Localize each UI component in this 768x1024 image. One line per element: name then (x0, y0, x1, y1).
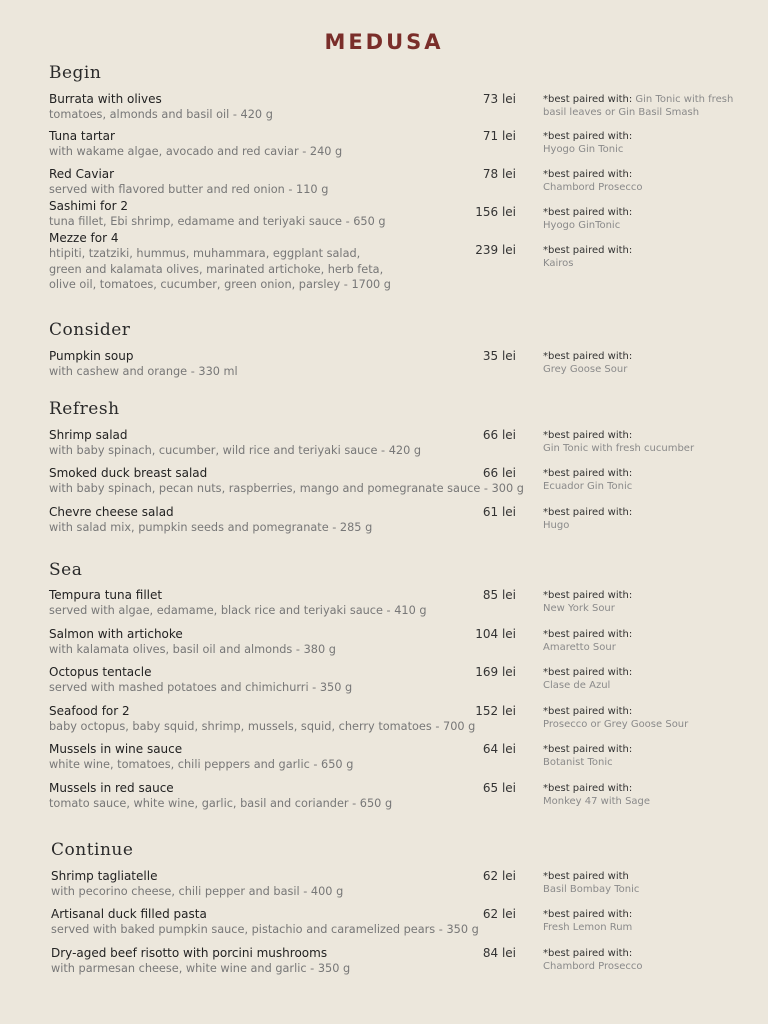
pairing (543, 351, 743, 376)
item-price: 65 lei (482, 781, 516, 795)
item-name: Burrata with olives (49, 92, 162, 106)
section-title-consider: Consider (49, 320, 131, 340)
item-description: with wakame algae, avocado and red caviar - 240 g (49, 145, 343, 158)
pairing (543, 667, 743, 692)
item-description: with parmesan cheese, white wine and garlic - 350 g (51, 962, 351, 975)
pairing-label: *best paired with: (543, 351, 633, 362)
item-price: 64 lei (482, 742, 516, 756)
item-name: Mussels in wine sauce (49, 742, 183, 756)
pairing-drink: Kairos (543, 257, 574, 269)
pairing-label: *best paired with: (543, 590, 633, 601)
item-name: Artisanal duck filled pasta (51, 907, 207, 921)
item-name: Dry-aged beef risotto with porcini mushrooms (51, 946, 328, 960)
pairing-label: *best paired with: (543, 744, 633, 755)
item-name: Salmon with artichoke (49, 627, 183, 641)
pairing (543, 948, 743, 973)
item-name: Sashimi for 2 (49, 199, 128, 213)
item-name: Pumpkin soup (49, 349, 134, 363)
pairing-label: *best paired with: (543, 629, 633, 640)
pairing (543, 430, 743, 455)
item-description: served with algae, edamame, black rice and teriyaki sauce - 410 g (49, 604, 427, 617)
section-title-refresh: Refresh (49, 399, 120, 419)
item-description: with cashew and orange - 330 ml (49, 365, 238, 378)
pairing-drink: Basil Bombay Tonic (543, 883, 640, 895)
item-price: 85 lei (482, 588, 516, 602)
pairing-drink: New York Sour (543, 602, 615, 614)
pairing-label: *best paired with (543, 871, 629, 882)
item-name: Shrimp tagliatelle (51, 869, 158, 883)
section-title-continue: Continue (51, 840, 134, 860)
item-price: 35 lei (482, 349, 516, 363)
item-price: 71 lei (482, 129, 516, 143)
item-name: Smoked duck breast salad (49, 466, 208, 480)
pairing-drink: Hyogo Gin Tonic (543, 143, 624, 155)
pairing-drink: Hugo (543, 519, 570, 531)
pairing (543, 207, 743, 232)
item-price: 156 lei (475, 205, 516, 219)
pairing-label: *best paired with: (543, 207, 633, 218)
pairing-drink: Fresh Lemon Rum (543, 921, 633, 933)
pairing-drink: Gin Tonic with fresh cucumber (543, 442, 695, 454)
item-description: served with baked pumpkin sauce, pistachio and caramelized pears - 350 g (51, 923, 479, 936)
pairing-label: *best paired with: (543, 706, 633, 717)
item-price: 62 lei (482, 869, 516, 883)
pairing-drink: Clase de Azul (543, 679, 611, 691)
pairing (543, 871, 743, 896)
item-name: Mezze for 4 (49, 231, 119, 245)
pairing-drink: Gin Tonic with fresh basil leaves or Gin Basil Smash (543, 94, 734, 118)
item-name: Chevre cheese salad (49, 505, 174, 519)
item-description: with kalamata olives, basil oil and almonds - 380 g (49, 643, 336, 656)
pairing-label: *best paired with: (543, 169, 633, 180)
pairing (543, 507, 743, 532)
item-description: with pecorino cheese, chili pepper and basil - 400 g (51, 885, 344, 898)
pairing (543, 468, 743, 493)
pairing-drink: Monkey 47 with Sage (543, 795, 651, 807)
item-description: baby octopus, baby squid, shrimp, mussels, squid, cherry tomatoes - 700 g (49, 720, 476, 733)
pairing (543, 131, 743, 156)
item-name: Tuna tartar (49, 129, 115, 143)
item-name: Shrimp salad (49, 428, 128, 442)
item-description: served with mashed potatoes and chimichurri - 350 g (49, 681, 353, 694)
pairing-drink: Amaretto Sour (543, 641, 616, 653)
item-name: Tempura tuna fillet (49, 588, 163, 602)
item-description-line: htipiti, tzatziki, hummus, muhammara, eggplant salad, (49, 247, 361, 260)
item-price: 73 lei (482, 92, 516, 106)
item-description: tuna fillet, Ebi shrimp, edamame and teriyaki sauce - 650 g (49, 215, 386, 228)
item-description: served with flavored butter and red onion - 110 g (49, 183, 329, 196)
item-price: 62 lei (482, 907, 516, 921)
item-price: 78 lei (482, 167, 516, 181)
pairing-label: *best paired with: (543, 468, 633, 479)
item-description: tomatoes, almonds and basil oil - 420 g (49, 108, 273, 121)
section-title-begin: Begin (49, 63, 102, 83)
pairing-label: *best paired with: (543, 667, 633, 678)
item-price: 84 lei (482, 946, 516, 960)
pairing-drink: Chambord Prosecco (543, 960, 643, 972)
pairing-label: *best paired with: (543, 245, 633, 256)
pairing-drink: Grey Goose Sour (543, 363, 628, 375)
item-description: with baby spinach, cucumber, wild rice and teriyaki sauce - 420 g (49, 444, 422, 457)
pairing (543, 94, 743, 119)
pairing (543, 909, 743, 934)
item-price: 239 lei (475, 243, 516, 257)
pairing (543, 245, 743, 270)
item-description: with baby spinach, pecan nuts, raspberries, mango and pomegranate sauce - 300 g (49, 482, 524, 495)
brand-logo: MEDUSA (324, 30, 444, 54)
item-description: tomato sauce, white wine, garlic, basil and coriander - 650 g (49, 797, 393, 810)
pairing (543, 706, 743, 731)
item-description (49, 246, 391, 293)
item-price: 152 lei (475, 704, 516, 718)
item-description-line: green and kalamata olives, marinated artichoke, herb feta, (49, 262, 384, 276)
pairing-drink: Hyogo GinTonic (543, 219, 621, 231)
item-name: Seafood for 2 (49, 704, 130, 718)
pairing-label: *best paired with: (543, 507, 633, 518)
pairing (543, 629, 743, 654)
item-description: white wine, tomatoes, chili peppers and garlic - 650 g (49, 758, 354, 771)
item-description: with salad mix, pumpkin seeds and pomegranate - 285 g (49, 521, 373, 534)
item-price: 61 lei (482, 505, 516, 519)
pairing-drink: Botanist Tonic (543, 756, 613, 768)
pairing (543, 590, 743, 615)
pairing-label: *best paired with: (543, 94, 633, 105)
pairing (543, 783, 743, 808)
item-price: 66 lei (482, 466, 516, 480)
pairing-label: *best paired with: (543, 909, 633, 920)
item-price: 169 lei (475, 665, 516, 679)
pairing-drink: Ecuador Gin Tonic (543, 480, 633, 492)
pairing-label: *best paired with: (543, 430, 633, 441)
section-title-sea: Sea (49, 560, 83, 580)
pairing-label: *best paired with: (543, 783, 633, 794)
pairing-drink: Chambord Prosecco (543, 181, 643, 193)
pairing (543, 744, 743, 769)
pairing (543, 169, 743, 194)
pairing-drink: Prosecco or Grey Goose Sour (543, 718, 689, 730)
item-price: 104 lei (475, 627, 516, 641)
pairing-label: *best paired with: (543, 948, 633, 959)
item-price: 66 lei (482, 428, 516, 442)
item-name: Octopus tentacle (49, 665, 152, 679)
item-description-line: olive oil, tomatoes, cucumber, green onion, parsley - 1700 g (49, 278, 391, 291)
item-name: Red Caviar (49, 167, 115, 181)
item-name: Mussels in red sauce (49, 781, 174, 795)
pairing-label: *best paired with: (543, 131, 633, 142)
